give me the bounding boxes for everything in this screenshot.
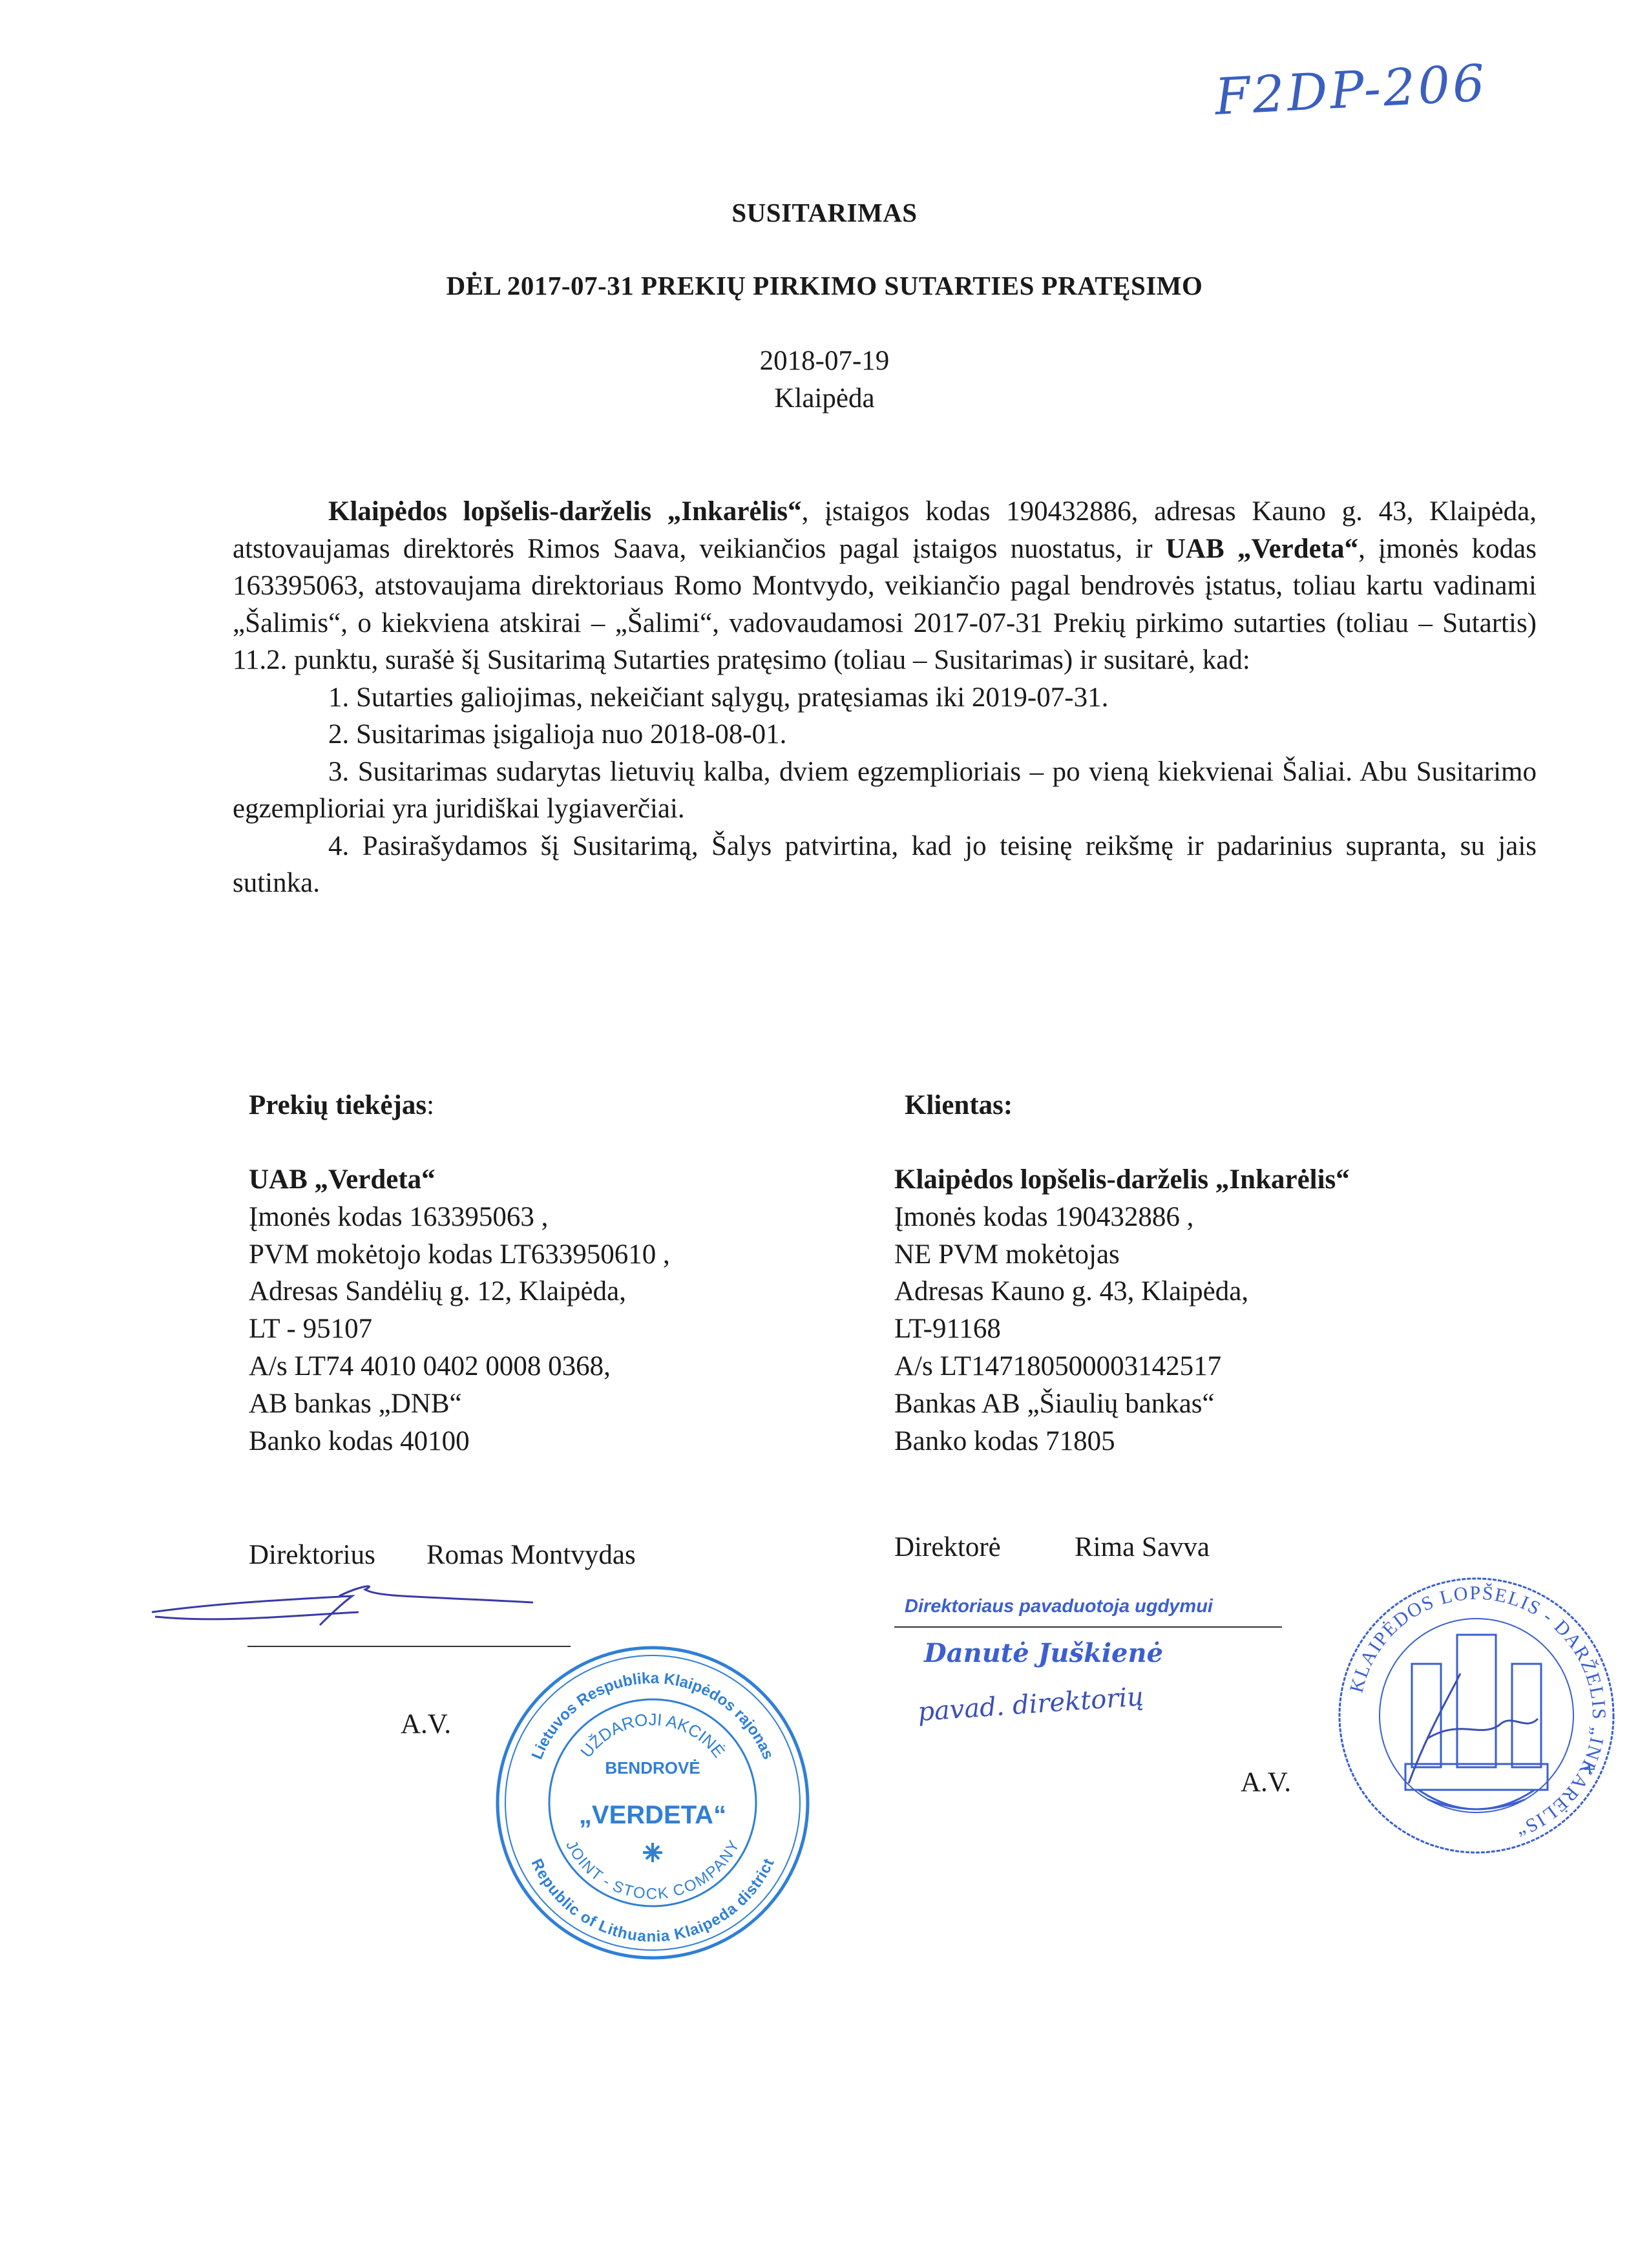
clause-4: 4. Pasirašydamos šį Susitarimą, Šalys patvirtina, kad jo teisinę reikšmę ir padarinius supranta, su jais sutinka.	[233, 830, 1537, 898]
intro-text-1: , įstaigos kodas 190432886, adresas Kauno g. 43, Klaipėda, atstovaujamas direktorės Rimos Saava, veikiančios pagal įstaigos nuostatus, ir	[233, 496, 1537, 564]
document-title: SUSITARIMAS	[731, 198, 918, 227]
supplier-line: AB bankas „DNB“	[249, 1388, 462, 1419]
client-line: Bankas AB „Šiaulių bankas“	[894, 1388, 1215, 1419]
supplier-av-label: A.V.	[401, 1709, 452, 1739]
supplier-heading	[249, 1087, 434, 1124]
supplier-line: LT - 95107	[249, 1314, 373, 1345]
client-line: Įmonės kodas 190432886 ,	[894, 1201, 1194, 1232]
deputy-stamp-title: Direktoriaus pavaduotoja ugdymui	[905, 1596, 1213, 1617]
supplier-signer: Romas Montvydas	[426, 1540, 636, 1570]
client-signature-line	[894, 1626, 1282, 1628]
document-date: 2018-07-19	[759, 346, 890, 376]
client-line: LT-91168	[894, 1314, 1001, 1345]
supplier-heading-text: Prekių tiekėjas	[249, 1090, 427, 1120]
inkarelis-stamp	[1331, 1570, 1622, 1861]
document-place: Klaipėda	[774, 383, 875, 414]
client-line: Adresas Kauno g. 43, Klaipėda,	[894, 1276, 1249, 1307]
verdeta-stamp	[491, 1641, 814, 1964]
clause-2: 2. Susitarimas įsigalioja nuo 2018-08-01.	[328, 719, 787, 750]
stamp-center-text: „VERDETA“	[578, 1801, 727, 1829]
client-details	[894, 1161, 1350, 1460]
stamp-inner-top-text: UŽDAROJI AKCINĖ	[576, 1709, 729, 1761]
stamp-inner-bottom-text: JOINT - STOCK COMPANY	[562, 1838, 743, 1903]
supplier-heading-colon: :	[426, 1090, 435, 1120]
handwritten-reference-number: F2DP-206	[1213, 54, 1489, 127]
supplier-line: Adresas Sandėlių g. 12, Klaipėda,	[249, 1276, 626, 1307]
client-line: Banko kodas 71805	[894, 1425, 1115, 1456]
agreement-body	[233, 493, 1537, 902]
supplier-position: Direktorius	[249, 1540, 375, 1570]
stamp-outer-bottom-text: Republic of Lithuania Klaipeda district	[527, 1856, 778, 1946]
client-line: NE PVM mokėtojas	[894, 1239, 1120, 1270]
castle-emblem-icon	[1405, 1635, 1548, 1809]
supplier-details	[249, 1161, 670, 1460]
supplier-line: A/s LT74 4010 0402 0008 0368,	[249, 1350, 611, 1381]
client-heading	[905, 1087, 1013, 1124]
client-name: Klaipėdos lopšelis-darželis „Inkarėlis“	[894, 1164, 1350, 1195]
client-stamp-ring-text: KLAIPĖDOS LOPŠELIS - DARŽELIS „INKARĖLIS“	[1345, 1582, 1610, 1842]
clause-3: 3. Susitarimas sudarytas lietuvių kalba, dviem egzemplioriais – po vieną kiekvienai Šaliai. Abu Susitarimo egzemplioriai yra juridiškai lygiaverčiai.	[233, 756, 1537, 824]
stamp-star-icon	[643, 1843, 662, 1862]
supplier-line: Banko kodas 40100	[249, 1425, 470, 1456]
client-position: Direktorė	[894, 1532, 1001, 1562]
supplier-name: UAB „Verdeta“	[249, 1164, 436, 1195]
client-line: A/s LT147180500003142517	[894, 1350, 1222, 1381]
stamp-outer-top-text: Lietuvos Respublika Klaipėdos rajonas	[528, 1669, 777, 1762]
stamp-bendrove-text: BENDROVĖ	[605, 1758, 700, 1778]
clause-1: 1. Sutarties galiojimas, nekeičiant sąlygų, pratęsiamas iki 2019-07-31.	[328, 682, 1109, 713]
document-subtitle: DĖL 2017-07-31 PREKIŲ PIRKIMO SUTARTIES PRATĘSIMO	[446, 271, 1203, 300]
deputy-stamp-name: Danutė Juškienė	[924, 1638, 1164, 1668]
intro-paragraph	[233, 493, 1537, 679]
supplier-signature-icon	[145, 1577, 546, 1635]
svg-text:KLAIPĖDOS LOPŠELIS - DARŽELIS	[1346, 1582, 1610, 1842]
party1-name: Klaipėdos lopšelis-darželis „Inkarėlis“	[328, 496, 802, 527]
client-av-label: A.V.	[1241, 1767, 1292, 1798]
handwritten-note: pavad. direktorių	[916, 1681, 1145, 1728]
party2-name: UAB „Verdeta“	[1165, 533, 1359, 564]
supplier-line: PVM mokėtojo kodas LT633950610 ,	[249, 1239, 670, 1270]
intro-text-2: , įmonės kodas 163395063, atstovaujama direktoriaus Romo Montvydo, veikiančio pagal bendrovės įstatus, toliau kartu vadinami „Šalimis“, o kiekviena atskirai – „Šalimi“, vadovaudamosi 2017-07-31 Prekių pirkimo sutarties (toliau – Sutartis) 11.2. punktu, surašė šį Susitarimą Sutarties pratęsimo (toliau – Susitarimas) ir susitarė, kad:	[233, 533, 1537, 675]
client-heading-text: Klientas:	[905, 1090, 1013, 1120]
supplier-line: Įmonės kodas 163395063 ,	[249, 1201, 549, 1232]
svg-text:UŽDAROJI AKCINĖ	[576, 1710, 729, 1761]
client-signer: Rima Savva	[1075, 1532, 1210, 1562]
